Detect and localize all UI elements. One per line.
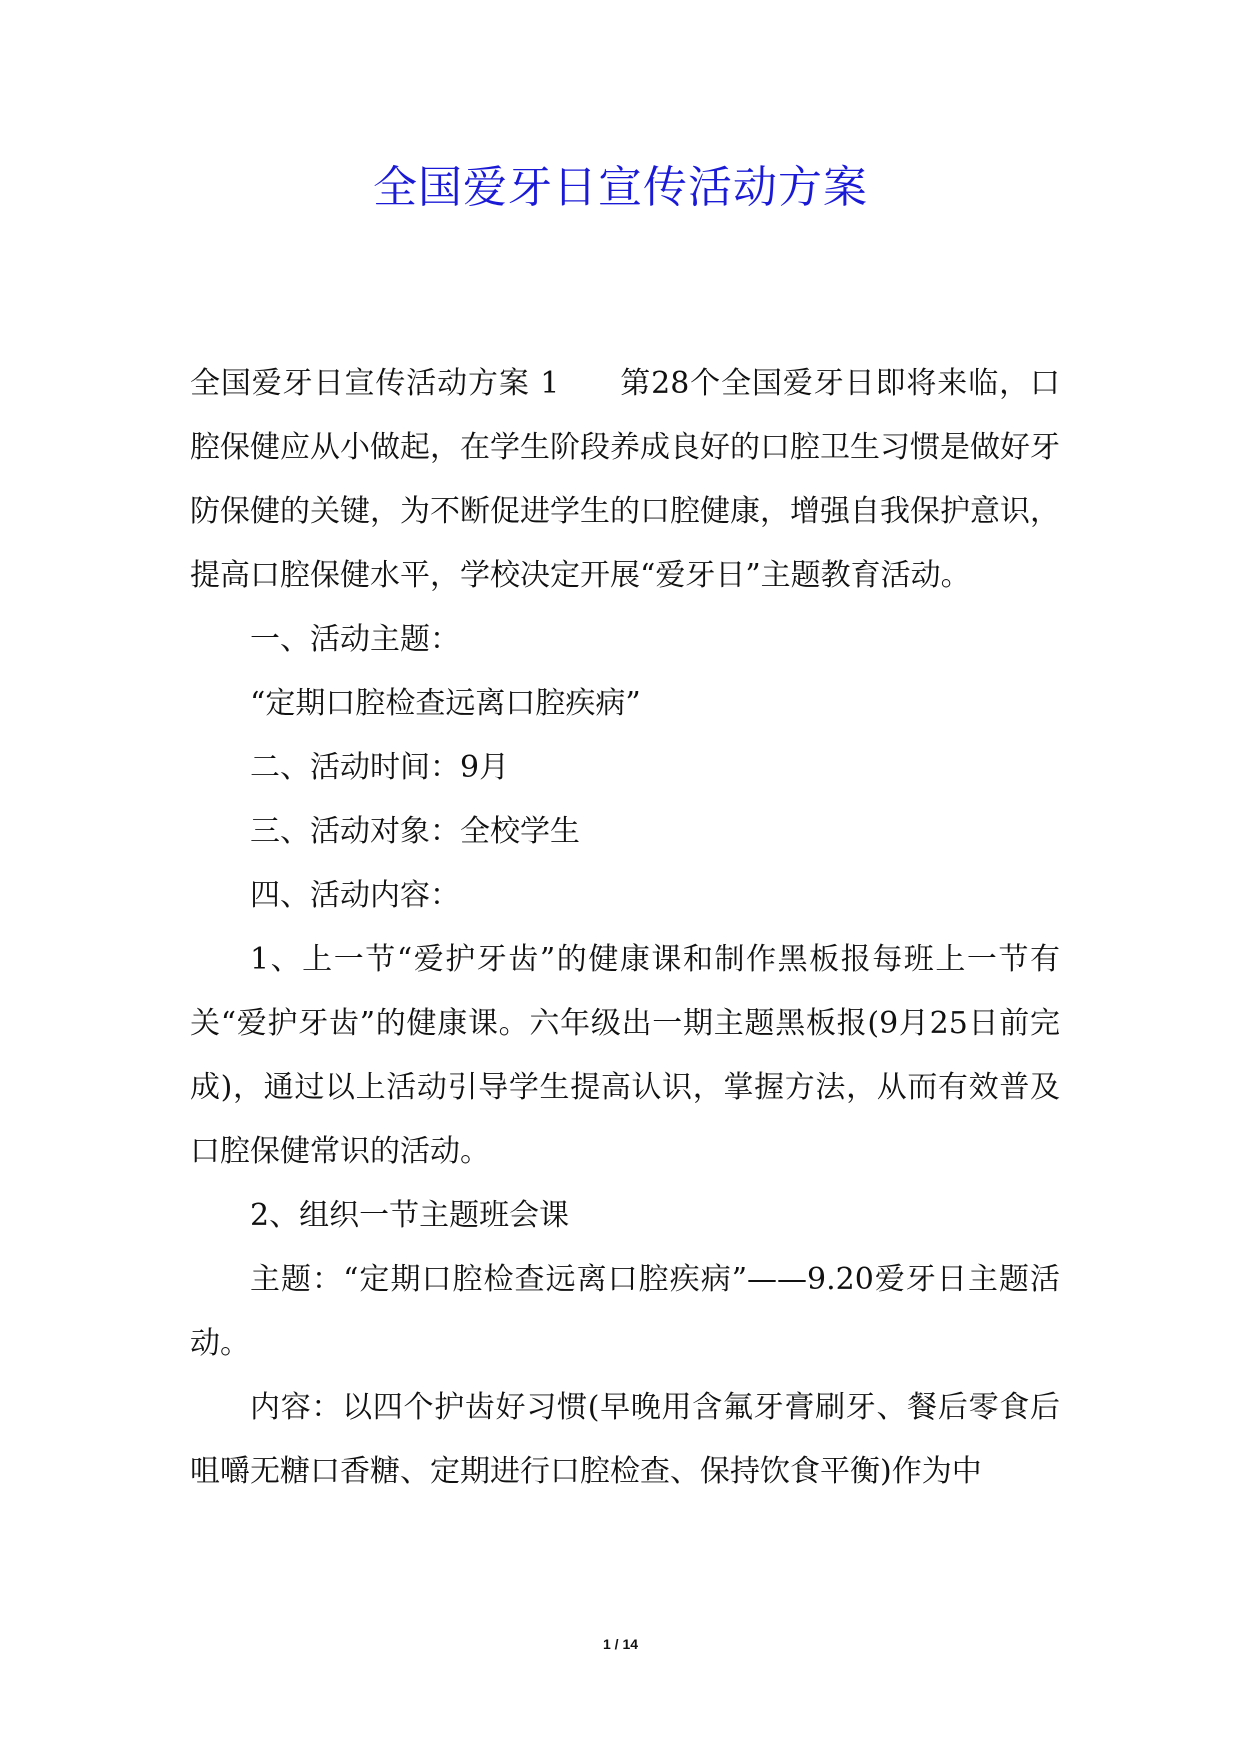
document-title: 全国爱牙日宣传活动方案 (373, 162, 868, 213)
intro-text: 第28个全国爱牙日即将来临，口腔保健应从小做起，在学生阶段养成良好的口腔卫生习惯是做好牙防保健的关键，为不断促进学生的口腔健康，增强自我保护意识，提高口腔保健水平，学校决定开展“爱牙日”主题教育活动。 (190, 366, 1060, 593)
intro-paragraph (190, 352, 1060, 608)
content-item-2-detail: 内容：以四个护齿好习惯(早晚用含氟牙膏刷牙、餐后零食后咀嚼无糖口香糖、定期进行口腔检查、保持饮食平衡)作为中 (190, 1390, 1060, 1489)
content-item-1: 1、上一节“爱护牙齿”的健康课和制作黑板报每班上一节有关“爱护牙齿”的健康课。六年级出一期主题黑板报(9月25日前完成)，通过以上活动引导学生提高认识，掌握方法，从而有效普及口腔保健常识的活动。 (190, 942, 1060, 1169)
theme-slogan: “定期口腔检查远离口腔疾病” (250, 686, 641, 721)
section-heading-time: 二、活动时间：9月 (250, 750, 510, 785)
section-heading-content: 四、活动内容： (250, 878, 460, 913)
section-heading-theme: 一、活动主题： (250, 622, 460, 657)
page-indicator: 1 / 14 (602, 1636, 639, 1652)
document-body (190, 352, 1060, 1504)
section-heading-audience: 三、活动对象：全校学生 (250, 814, 580, 849)
content-item-2-theme: 主题：“定期口腔检查远离口腔疾病”——9.20爱牙日主题活动。 (190, 1262, 1060, 1361)
content-item-2: 2、组织一节主题班会课 (250, 1198, 570, 1233)
intro-heading: 全国爱牙日宣传活动方案 1 (190, 366, 560, 401)
